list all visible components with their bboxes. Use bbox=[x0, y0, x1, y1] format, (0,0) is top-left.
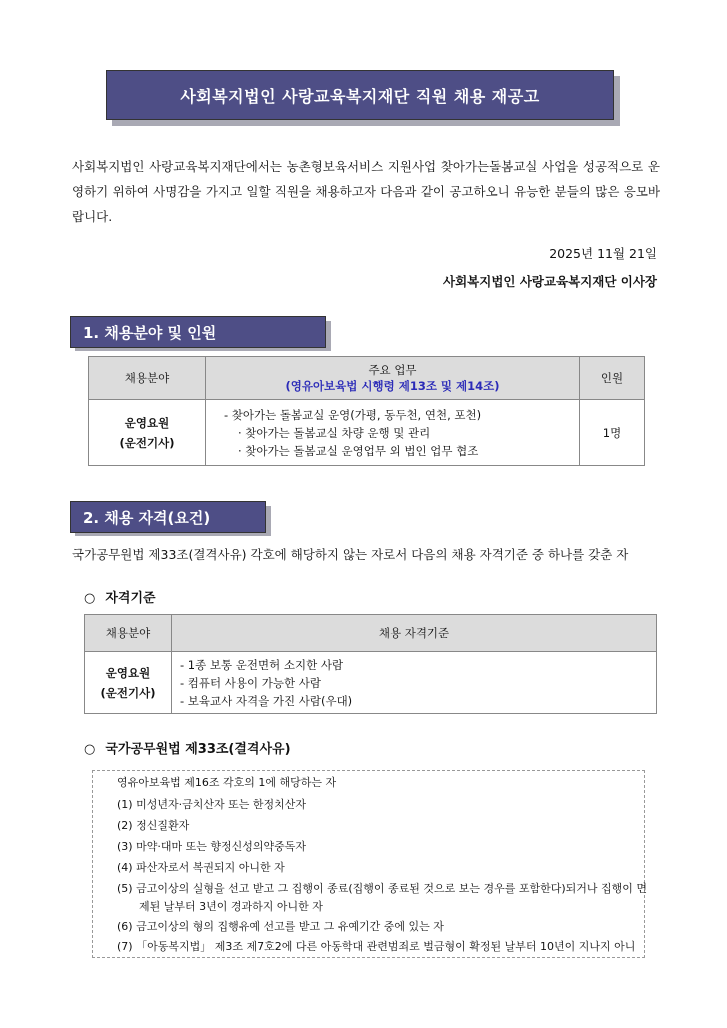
law-line: (6) 금고이상의 형의 집행유예 선고를 받고 그 유예기간 중에 있는 자 bbox=[117, 920, 444, 933]
law-line: (4) 파산자로서 복권되지 아니한 자 bbox=[117, 861, 285, 874]
disqualification-box bbox=[92, 770, 648, 958]
qualification-statement: 국가공무원법 제33조(결격사유) 각호에 해당하지 않는 자로서 다음의 채용 자격기준 중 하나를 갖춘 자 bbox=[72, 547, 629, 562]
table-row bbox=[85, 652, 657, 714]
law-line: (1) 미성년자·금치산자 또는 한정치산자 bbox=[117, 798, 306, 811]
intro-paragraph: 사회복지법인 사랑교육복지재단에서는 농촌형보육서비스 지원사업 찾아가는돌봄교실 사업을 성공적으로 운영하기 위하여 사명감을 가지고 일할 직원을 채용하고자 다음과 같이 공고하오니 유능한 분들의 많은 응모바랍니다. bbox=[72, 159, 660, 224]
section2-header bbox=[70, 501, 266, 533]
law-line: (3) 마약·대마 또는 향정신성의약중독자 bbox=[117, 840, 306, 853]
col-duty-header bbox=[206, 357, 580, 400]
field-cell bbox=[89, 400, 206, 466]
law-heading bbox=[84, 738, 291, 757]
col-duty-title: 주요 업무 bbox=[368, 363, 417, 377]
criteria-item: - 1종 보통 운전면허 소지한 사람 bbox=[180, 657, 344, 672]
duty-item: · 찾아가는 돌봄교실 운영업무 외 법인 업무 협조 bbox=[238, 443, 479, 458]
law-line: (5) 금고이상의 실형을 선고 받고 그 집행이 종료(집행이 종료된 것으로 보는 경우를 포함한다)되거나 집행이 면 bbox=[117, 882, 648, 895]
page-title: 사회복지법인 사랑교육복지재단 직원 채용 재공고 bbox=[106, 70, 614, 120]
field-sub: (운전기사) bbox=[119, 435, 175, 450]
table-header-row bbox=[85, 615, 657, 652]
col-count-header: 인원 bbox=[580, 357, 645, 400]
table-header-row bbox=[89, 357, 645, 400]
table-row bbox=[89, 400, 645, 466]
criteria-item: - 보육교사 자격을 가진 사람(우대) bbox=[180, 693, 353, 708]
count-cell: 1명 bbox=[580, 400, 645, 466]
recruitment-table bbox=[88, 356, 645, 466]
duty-cell bbox=[206, 400, 580, 466]
law-line: 제된 날부터 3년이 경과하지 아니한 자 bbox=[139, 900, 323, 913]
criteria-item: - 컴퓨터 사용이 가능한 사람 bbox=[180, 675, 321, 690]
col-criteria-header: 채용 자격기준 bbox=[172, 615, 657, 652]
qualification-table bbox=[84, 614, 657, 714]
duty-item: · 찾아가는 돌봄교실 차량 운행 및 관리 bbox=[238, 425, 431, 440]
signer: 사회복지법인 사랑교육복지재단 이사장 bbox=[443, 274, 657, 289]
law-line: (2) 정신질환자 bbox=[117, 819, 190, 832]
field-sub: (운전기사) bbox=[100, 685, 156, 700]
section2-heading: 2. 채용 자격(요건) bbox=[70, 501, 266, 533]
field-cell bbox=[85, 652, 172, 714]
col-duty-subtitle: (영유아보육법 시행령 제13조 및 제14조) bbox=[285, 379, 500, 393]
law-line: (7) 「아동복지법」 제3조 제7호2에 다른 아동학대 관련범죄로 벌금형이 확정된 날부터 10년이 지나지 아니 bbox=[117, 940, 636, 953]
section1-header bbox=[70, 316, 326, 348]
title-banner bbox=[106, 70, 622, 126]
field-name: 운영요원 bbox=[105, 665, 151, 680]
field-name: 운영요원 bbox=[124, 415, 170, 430]
col-field-header: 채용분야 bbox=[85, 615, 172, 652]
qual-criteria-label: 자격기준 bbox=[105, 591, 156, 606]
circle-bullet-icon: ○ bbox=[84, 742, 96, 757]
announcement-date: 2025년 11월 21일 bbox=[549, 246, 657, 261]
law-line: 영유아보육법 제16조 각호의 1에 해당하는 자 bbox=[117, 776, 337, 789]
law-heading-label: 국가공무원법 제33조(결격사유) bbox=[105, 742, 291, 757]
criteria-cell bbox=[172, 652, 657, 714]
section1-heading: 1. 채용분야 및 인원 bbox=[70, 316, 326, 348]
circle-bullet-icon: ○ bbox=[84, 591, 96, 606]
col-field-header: 채용분야 bbox=[89, 357, 206, 400]
duty-item: - 찾아가는 돌봄교실 운영(가평, 동두천, 연천, 포천) bbox=[224, 407, 482, 422]
qual-criteria-heading bbox=[84, 587, 156, 606]
